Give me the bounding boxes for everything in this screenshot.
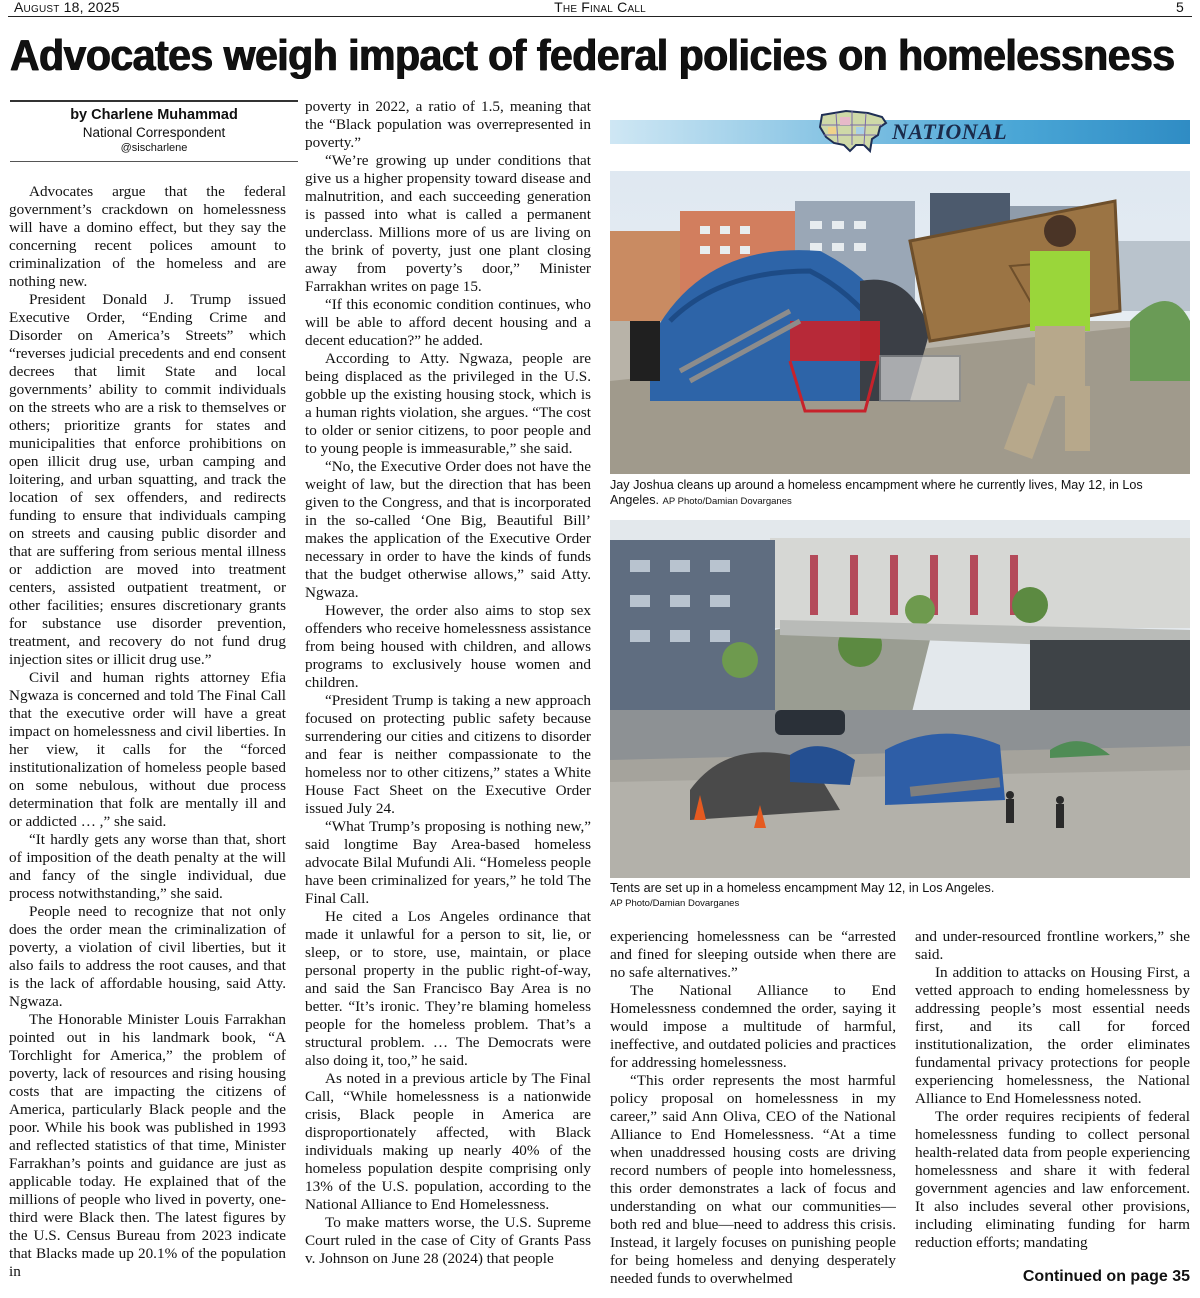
photo-credit: AP Photo/Damian Dovarganes (662, 496, 792, 507)
article-column-3 (610, 928, 896, 1293)
paragraph: “We’re growing up under conditions that give us a higher propensity toward disease and malnutrition, and each succeeding generation is passed into what is called a permanent underclass. Millions more of us are living on the brink of poverty, just one plant closing away from poverty’s door,” Minister Farrakhan writes on page 15. (305, 152, 591, 295)
author-handle: @sischarlene (120, 142, 188, 154)
paragraph: People need to recognize that not only does the order mean the criminalization of poverty, a violation of civil liberties, but it also fails to address the root causes, and that is the lack of affordable housing, said Atty. Ngwaza. (9, 903, 286, 1010)
paragraph: As noted in a previous article by The Final Call, “While homelessness is a nationwide crisis, Black people in America are disproportionately affected, with Black individuals making up nearly 40% of the homeless population despite comprising only 13% of the U.S. population, according to the National Alliance to End Homelessness. (305, 1070, 591, 1213)
us-map-icon (816, 105, 890, 157)
article-headline: Advocates weigh impact of federal policies on homelessness (10, 31, 1175, 80)
paragraph: However, the order also aims to stop sex offenders who receive homelessness assistance from being housed with children, and allows programs to exclusively house women and children. (305, 602, 591, 691)
paragraph: “President Trump is taking a new approach focused on protecting public safety because surrendering our cities and citizens to disorder and fear is neither compassionate to the homeless nor to other citizens,” states a White House Fact Sheet on the Executive Order issued July 24. (305, 692, 591, 817)
article-column-4 (915, 928, 1190, 1258)
encampment-cleanup-photo (610, 171, 1190, 474)
section-banner-label: NATIONAL (892, 119, 1008, 144)
paragraph: “This order represents the most harmful policy proposal on homelessness in my career,” said Ann Oliva, CEO of the National Alliance to End Homelessness. “At a time when unaddressed housing costs are driving record numbers of people into homelessness, this order demonstrates a lack of focus and understanding on what our communities—both red and blue—need to address this crisis. Instead, it largely focuses on punishing people for being homeless and denying desperately needed funds to overwhelmed (610, 1072, 896, 1287)
author-role: National Correspondent (82, 125, 226, 140)
paragraph: Advocates argue that the federal government’s crackdown on homelessness will have a domino effect, but they say the concerning recent polices amount to criminalization of the homeless and are nothing new. (9, 183, 286, 290)
paragraph: Civil and human rights attorney Efia Ngwaza is concerned and told The Final Call that the executive order will have a great impact on homelessness and civil liberties. In her view, it calls for the “forced institutionalization of homeless people based on some nebulous, without due process determination that folk are mentally ill and or addicted … ,” she said. (9, 669, 286, 830)
paragraph: “What Trump’s proposing is nothing new,” said longtime Bay Area-based homeless advocate Bilal Mufundi Ali. “Homeless people have been criminalized for years,” he told The Final Call. (305, 818, 591, 907)
paragraph: The Honorable Minister Louis Farrakhan pointed out in his landmark book, “A Torchlight for America,” the problem of poverty, lack of resources and rising housing costs that are impacting the citizens of America, particularly Black people and the poor. While his book was published in 1993 and reflected statistics of that time, Minister Farrakhan’s points and guidance are just as applicable today. He explained that of the millions of people who lived in poverty, one-third were Black then. The latest figures by the U.S. Census Bureau from 2023 indicate that Blacks made up 20.1% of the population in (9, 1011, 286, 1280)
paragraph: To make matters worse, the U.S. Supreme Court ruled in the case of City of Grants Pass v. Johnson on June 28 (2024) that people (305, 1214, 591, 1267)
newspaper-name: The Final Call (554, 0, 646, 15)
photo-caption-2 (610, 881, 1190, 911)
page-number: 5 (1176, 0, 1184, 15)
caption-text: Jay Joshua cleans up around a homeless encampment where he currently lives, May 12, in Los Angeles. (610, 478, 1143, 507)
section-banner (610, 103, 1190, 163)
paragraph: “If this economic condition continues, who will be able to afford decent housing and a decent education?” he added. (305, 296, 591, 349)
paragraph: He cited a Los Angeles ordinance that made it unlawful for a person to sit, lie, or sleep, or to store, use, maintain, or place personal property in the public right-of-way, and said the San Francisco Bay Area is no better. “It’s ironic. They’re blaming homeless people for the homeless problem. That’s a structural problem. … The Democrats were also doing it, too,” he said. (305, 908, 591, 1069)
paragraph-continued: experiencing homelessness can be “arrested and fined for sleeping outside when there are no safe alternatives.” (610, 928, 896, 981)
paragraph: According to Atty. Ngwaza, people are being displaced as the privileged in the U.S. gobble up the existing housing stock, which is a human rights violation, she argues. “The cost to older or senior citizens, to poor people and to young people is immeasurable,” she said. (305, 350, 591, 457)
photo-caption-1 (610, 478, 1190, 509)
article-column-2 (305, 98, 591, 1293)
paragraph: President Donald J. Trump issued Executive Order, “Ending Crime and Disorder on America’s Streets” which “reverses judicial precedents and end consent decrees that limit State and local governments’ ability to commit individuals on the streets who are a risk to themselves or others; prioritize grants for states and municipalities that enforce prohibitions on open illicit drug use, urban camping and loitering, and urban squatting, and track the location of sex offenders, and redirects funding to ensure that individuals camping on streets and causing public disorder and that are suffering from serious mental illness or addiction are moved into treatment centers, assisted outpatient treatment, or other facilities; ensures discretionary grants for substance use disorder prevention, treatment, and recovery do not fund drug injection sites or illicit drug use.” (9, 291, 286, 668)
paragraph: “No, the Executive Order does not have the weight of law, but the direction that has been given to the Congress, and that is incorporated in the so-called ‘One Big, Beautiful Bill’ makes the application of the Executive Order necessary in order to have the kinds of funds that the budget otherwise allows,” said Atty. Ngwaza. (305, 458, 591, 601)
page-folio (8, 0, 1192, 17)
author-name: by Charlene Muhammad (70, 107, 238, 123)
byline (10, 100, 298, 162)
article-column-1 (9, 183, 286, 1293)
issue-date: August 18, 2025 (14, 0, 120, 15)
encampment-overview-photo (610, 520, 1190, 878)
paragraph: In addition to attacks on Housing First, a vetted approach to ending homelessness by addressing people’s most essential needs first, and its call for forced institutionalization, the order eliminates fundamental privacy protections for people experiencing homelessness, the National Alliance to End Homelessness noted. (915, 964, 1190, 1107)
photo-credit: AP Photo/Damian Dovarganes (610, 898, 740, 909)
paragraph: “It hardly gets any worse than that, short of imposition of the death penalty at the will and fancy of the single individual, due process notwithstanding,” she said. (9, 831, 286, 902)
jump-line: Continued on page 35 (1022, 1268, 1190, 1285)
paragraph: The order requires recipients of federal homelessness funding to collect personal health-related data from people experiencing homelessness and share it with federal government agencies and law enforcement. It also includes several other provisions, including eliminating funding for harm reduction efforts; mandating (915, 1108, 1190, 1251)
paragraph-continued: and under-resourced frontline workers,” she said. (915, 928, 1190, 963)
paragraph: The National Alliance to End Homelessness condemned the order, saying it would impose a multitude of harmful, ineffective, and outdated policies and practices for addressing homelessness. (610, 982, 896, 1071)
caption-text: Tents are set up in a homeless encampment May 12, in Los Angeles. (610, 881, 995, 895)
paragraph-continued: poverty in 2022, a ratio of 1.5, meaning that the “Black population was overrepresented in poverty.” (305, 98, 591, 151)
